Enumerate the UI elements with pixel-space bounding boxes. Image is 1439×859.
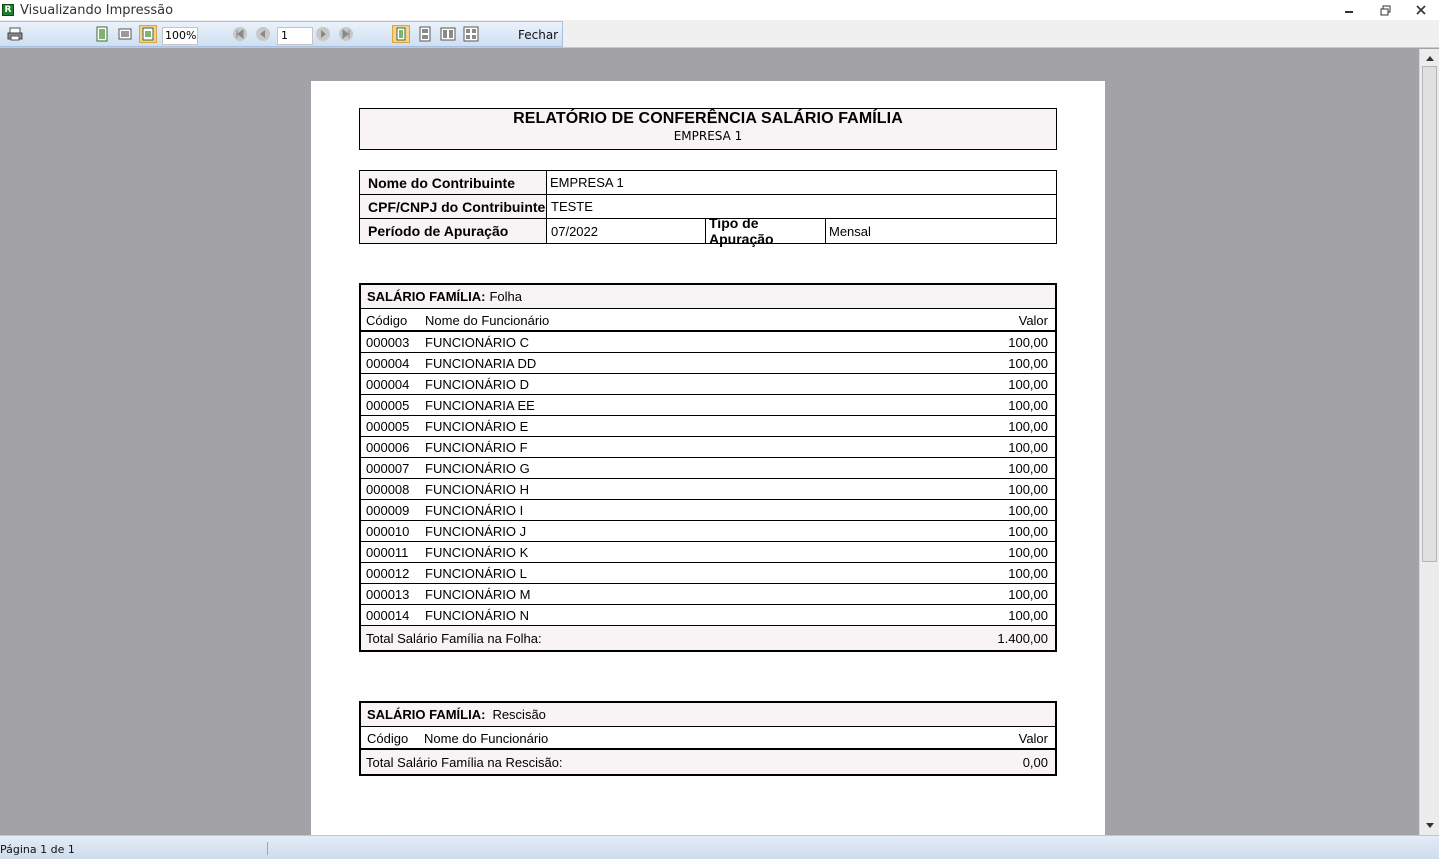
row-value: 100,00 [1008, 608, 1048, 623]
folha-total-label: Total Salário Família na Folha: [366, 631, 542, 646]
tipo-value: Mensal [829, 223, 871, 239]
page-zoom-icon [117, 26, 133, 42]
page-width-button[interactable] [93, 25, 111, 43]
row-value: 100,00 [1008, 335, 1048, 350]
col-code-header: Código [366, 313, 408, 328]
row-value: 100,00 [1008, 419, 1048, 434]
rescisao-section-header [361, 703, 1055, 727]
toolbar [0, 20, 1439, 48]
row-code: 000009 [366, 503, 410, 518]
table-row [361, 395, 1055, 416]
row-code: 000008 [366, 482, 410, 497]
row-code: 000005 [366, 398, 410, 413]
contribuinte-label: Nome do Contribuinte [360, 171, 547, 194]
preview-workspace [0, 49, 1419, 835]
folha-total-row [361, 626, 1055, 650]
row-code: 000004 [366, 356, 410, 371]
minimize-icon [1344, 5, 1354, 15]
arrow-up-icon [1426, 55, 1434, 61]
rescisao-total-row [361, 750, 1055, 774]
table-row [361, 353, 1055, 374]
previous-page-icon [255, 26, 271, 42]
restore-button[interactable] [1367, 0, 1403, 20]
table-row [361, 605, 1055, 626]
arrow-down-icon [1426, 823, 1434, 829]
row-code: 000004 [366, 377, 410, 392]
folha-total-value: 1.400,00 [997, 631, 1048, 646]
folha-section-header [361, 285, 1055, 309]
row-name: FUNCIONÁRIO F [425, 440, 528, 455]
page-count-status: Página 1 de 1 [0, 843, 75, 856]
page-number-input[interactable]: 1 [277, 27, 313, 45]
first-page-icon [232, 26, 248, 42]
title-bar [0, 0, 1439, 20]
page-icon [94, 26, 110, 42]
zoom-input[interactable]: 100% [162, 27, 198, 45]
rescisao-col-value-header: Valor [1018, 731, 1048, 746]
table-row [361, 437, 1055, 458]
rescisao-col-name-header: Nome do Funcionário [424, 731, 549, 746]
window-title: Visualizando Impressão [20, 2, 174, 18]
folha-column-header [361, 309, 1055, 332]
row-name: FUNCIONARIA DD [425, 356, 537, 371]
toolbar-strip [0, 21, 563, 47]
scroll-down-button[interactable] [1423, 819, 1437, 833]
folha-section-type: Folha [489, 289, 522, 304]
single-page-icon [394, 27, 408, 41]
rescisao-column-header [361, 727, 1055, 750]
last-page-button[interactable] [337, 25, 355, 43]
close-window-button[interactable] [1403, 0, 1439, 20]
first-page-button[interactable] [231, 25, 249, 43]
tipo-label: Tipo de Apuração [706, 219, 826, 243]
row-name: FUNCIONÁRIO I [425, 503, 524, 518]
report-page [311, 81, 1105, 835]
rescisao-total-label: Total Salário Família na Rescisão: [366, 755, 563, 770]
status-bar [0, 835, 1439, 859]
table-row [361, 563, 1055, 584]
row-value: 100,00 [1008, 398, 1048, 413]
report-title: RELATÓRIO DE CONFERÊNCIA SALÁRIO FAMÍLIA [513, 110, 903, 127]
side-by-side-icon [440, 26, 456, 42]
scroll-up-button[interactable] [1423, 51, 1437, 65]
row-value: 100,00 [1008, 587, 1048, 602]
table-row [361, 458, 1055, 479]
row-name: FUNCIONÁRIO K [425, 545, 529, 560]
last-page-icon [338, 26, 354, 42]
zoom-100-button[interactable] [139, 25, 157, 43]
row-code: 000003 [366, 335, 410, 350]
single-page-view-button[interactable] [392, 25, 410, 43]
row-code: 000005 [366, 419, 410, 434]
table-row [361, 479, 1055, 500]
contributor-info-table [359, 170, 1057, 247]
row-value: 100,00 [1008, 461, 1048, 476]
multiple-pages-icon [463, 26, 479, 42]
row-code: 000014 [366, 608, 410, 623]
row-value: 100,00 [1008, 503, 1048, 518]
row-value: 100,00 [1008, 545, 1048, 560]
app-icon: R [2, 4, 14, 16]
col-value-header: Valor [1018, 313, 1048, 328]
info-row-cpf [360, 195, 1056, 219]
table-row [361, 584, 1055, 605]
table-row [361, 416, 1055, 437]
row-name: FUNCIONÁRIO E [425, 419, 529, 434]
row-code: 000012 [366, 566, 410, 581]
rescisao-section [359, 701, 1057, 776]
table-row [361, 521, 1055, 542]
col-name-header: Nome do Funcionário [425, 313, 550, 328]
restore-icon [1380, 5, 1391, 16]
rescisao-section-type: Rescisão [492, 707, 546, 722]
minimize-button[interactable] [1331, 0, 1367, 20]
two-pages-view-button[interactable] [416, 25, 434, 43]
actual-size-icon [141, 27, 155, 41]
row-name: FUNCIONARIA EE [425, 398, 535, 413]
periodo-value: 07/2022 [548, 219, 706, 243]
next-page-icon [315, 26, 331, 42]
row-name: FUNCIONÁRIO D [425, 377, 529, 392]
folha-section [359, 283, 1057, 652]
row-name: FUNCIONÁRIO N [425, 608, 529, 623]
next-page-button[interactable] [314, 25, 332, 43]
whole-page-button[interactable] [116, 25, 134, 43]
scrollbar-thumb[interactable] [1422, 66, 1437, 562]
close-icon [1416, 5, 1426, 15]
side-by-side-view-button[interactable] [439, 25, 457, 43]
row-name: FUNCIONÁRIO G [425, 461, 530, 476]
row-code: 000011 [366, 545, 409, 560]
row-value: 100,00 [1008, 440, 1048, 455]
row-name: FUNCIONÁRIO L [425, 566, 527, 581]
table-row [361, 332, 1055, 353]
cpf-value: TESTE [551, 199, 593, 214]
table-row [361, 500, 1055, 521]
row-value: 100,00 [1008, 356, 1048, 371]
info-row-contribuinte [360, 171, 1056, 195]
row-code: 000010 [366, 524, 410, 539]
folha-rows [361, 332, 1055, 626]
periodo-label: Período de Apuração [360, 219, 547, 243]
row-name: FUNCIONÁRIO H [425, 482, 529, 497]
cpf-label: CPF/CNPJ do Contribuinte [360, 195, 547, 218]
table-row [361, 374, 1055, 395]
row-code: 000006 [366, 440, 410, 455]
row-name: FUNCIONÁRIO J [425, 524, 527, 539]
row-code: 000007 [366, 461, 410, 476]
table-row [361, 542, 1055, 563]
two-pages-icon [417, 26, 433, 42]
row-value: 100,00 [1008, 524, 1048, 539]
row-value: 100,00 [1008, 377, 1048, 392]
print-button[interactable] [6, 25, 24, 43]
previous-page-button[interactable] [254, 25, 272, 43]
report-company: EMPRESA 1 [673, 129, 743, 143]
info-row-periodo [360, 215, 1056, 247]
row-value: 100,00 [1008, 566, 1048, 581]
folha-section-label: SALÁRIO FAMÍLIA: [367, 289, 486, 304]
status-separator [267, 842, 268, 855]
close-preview-button[interactable]: Fechar [518, 28, 559, 42]
row-code: 000013 [366, 587, 410, 602]
printer-icon [7, 26, 23, 42]
rescisao-section-label: SALÁRIO FAMÍLIA: [367, 707, 486, 722]
row-name: FUNCIONÁRIO C [425, 335, 529, 350]
multiple-pages-view-button[interactable] [462, 25, 480, 43]
rescisao-col-code-header: Código [367, 731, 409, 746]
report-header [359, 108, 1057, 150]
vertical-scrollbar[interactable] [1419, 49, 1439, 835]
row-name: FUNCIONÁRIO M [425, 587, 531, 602]
window-controls [1331, 0, 1439, 20]
rescisao-total-value: 0,00 [1022, 755, 1048, 770]
contribuinte-value: EMPRESA 1 [550, 175, 624, 190]
row-value: 100,00 [1008, 482, 1048, 497]
